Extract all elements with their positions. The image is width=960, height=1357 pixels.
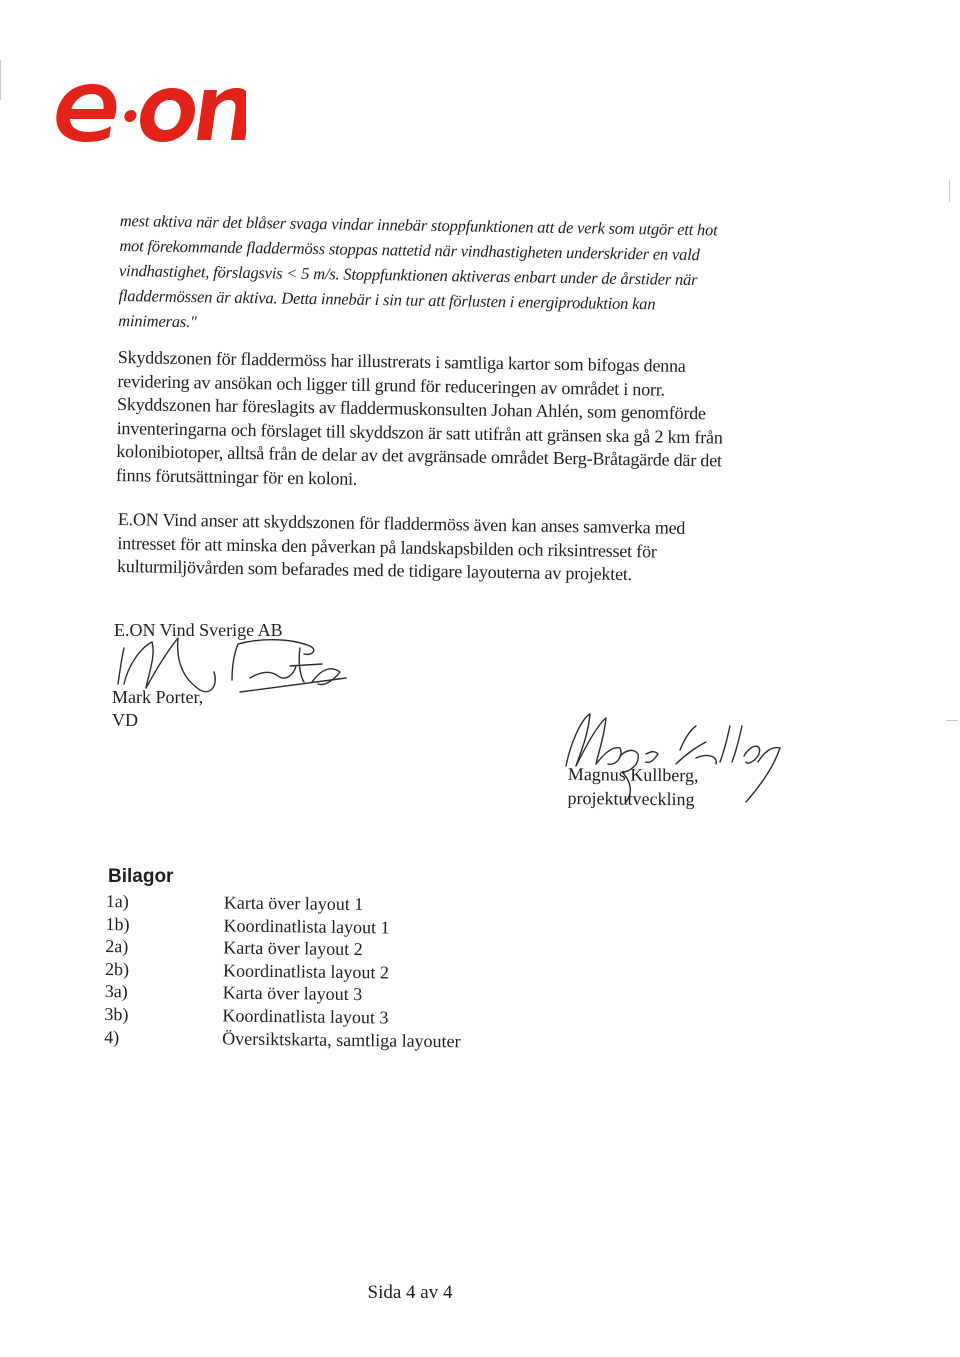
quote-line: vindhastighet, förslagsvis < 5 m/s. Stoppfunktionen aktiveras enbart under de årstider när <box>118 260 698 290</box>
attachment-code: 3a) <box>104 981 128 1002</box>
attachment-code: 4) <box>104 1026 120 1047</box>
signer-name: Mark Porter, <box>112 687 204 707</box>
paragraph-line: E.ON Vind anser att skyddszonen för fladdermöss även kan anses samverka med <box>117 508 686 538</box>
paragraph-line: kolonibiotoper, alltså från de delar av det avgränsade området Berg-Bråtagärde där det <box>116 440 722 471</box>
scan-mark <box>949 180 950 202</box>
attachment-title: Koordinatlista layout 1 <box>223 915 390 938</box>
paragraph-line: Skyddszonen för fladdermöss har illustrerats i samtliga kartor som bifogas denna <box>117 346 686 376</box>
list-item <box>104 1026 504 1053</box>
quote-line: fladdermössen är aktiva. Detta innebär i sin tur att förlusten i energiproduktion kan <box>118 285 656 314</box>
attachment-code: 2b) <box>104 958 130 980</box>
paragraph-line: kulturmiljövården som befarades med de tidigare layouterna av projektet. <box>116 555 633 585</box>
signer-title: VD <box>112 710 138 730</box>
quote-line: minimeras." <box>118 310 197 332</box>
scan-mark <box>0 60 1 100</box>
attachments-heading: Bilagor <box>108 866 174 887</box>
paragraph-line: finns förutsättningar för en koloni. <box>115 464 358 489</box>
signer-porter <box>112 686 203 732</box>
quote-line: mest aktiva när det blåser svaga vindar innebär stoppfunktionen att de verk som utgör ett hot <box>119 210 718 240</box>
page-number: Sida 4 av 4 <box>367 1282 453 1303</box>
attachment-title: Koordinatlista layout 2 <box>222 960 390 983</box>
signer-name: Magnus Kullberg, <box>567 763 699 786</box>
company-name: E.ON Vind Sverige AB <box>114 620 283 640</box>
attachment-title: Koordinatlista layout 3 <box>222 1005 389 1028</box>
attachment-code: 3b) <box>104 1003 129 1025</box>
attachment-title: Karta över layout 1 <box>223 892 364 915</box>
paragraph-line: Skyddszonen har föreslagits av fladdermuskonsulten Johan Ahlén, som genomförde <box>116 393 706 424</box>
paragraph-line: revidering av ansökan och ligger till grund för reduceringen av området i norr. <box>117 370 666 400</box>
attachment-title: Karta över layout 3 <box>222 982 363 1005</box>
paragraph-line: intresset för att minska den påverkan på landskapsbilden och riksintresset för <box>117 532 657 561</box>
attachment-code: 2a) <box>105 936 129 957</box>
paragraph-line: inventeringarna och förslaget till skyddszon är satt utifrån att gränsen ska gå 2 km från <box>116 417 723 448</box>
attachments-list <box>104 890 506 1053</box>
eon-logo <box>56 76 246 146</box>
signer-title: projektutveckling <box>567 787 695 810</box>
scan-mark <box>946 720 958 721</box>
paragraph-skyddszon <box>116 346 738 497</box>
paragraph-eon-vind <box>117 508 738 588</box>
attachment-code: 1a) <box>105 890 129 912</box>
attachment-title: Karta över layout 2 <box>223 937 363 960</box>
signer-kullberg <box>567 762 698 811</box>
quoted-paragraph <box>118 208 730 343</box>
attachment-title: Översiktskarta, samtliga layouter <box>222 1027 461 1051</box>
attachment-code: 1b) <box>105 913 130 934</box>
quote-line: mot förekommande fladdermöss stoppas nattetid när vindhastigheten underskrider en vald <box>119 235 700 265</box>
